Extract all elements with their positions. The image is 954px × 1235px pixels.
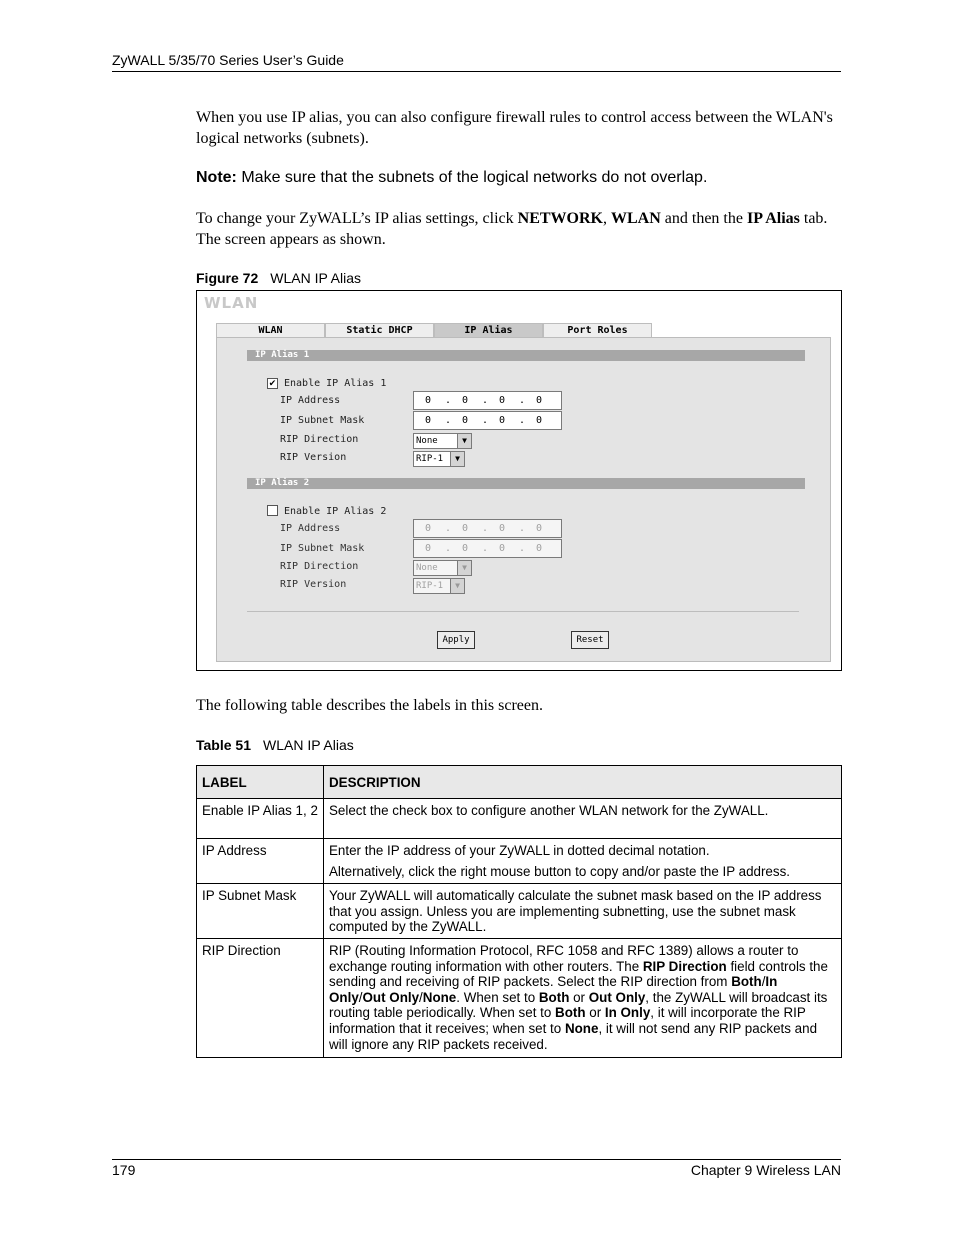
note-label: Note: [196, 169, 237, 186]
ip-dot: . [519, 523, 526, 534]
chevron-down-icon[interactable]: ▼ [457, 434, 471, 448]
ip-alias-1-ip-address-input[interactable] [413, 391, 562, 410]
instruction-text: To change your ZyWALL’s IP alias settings, click [196, 210, 518, 227]
desc-bold: None [564, 1020, 599, 1036]
desc-bold: In Only [604, 1005, 651, 1021]
panel-divider [247, 611, 799, 612]
desc-bold: Out Only [362, 989, 420, 1005]
ip-dot: . [445, 415, 452, 426]
selected-value: None [416, 563, 438, 573]
ip-octet: 0 [462, 395, 469, 406]
ip-dot: . [445, 523, 452, 534]
ip-dot: . [482, 395, 489, 406]
table-header-row [197, 766, 842, 799]
chevron-down-icon[interactable]: ▼ [450, 452, 464, 466]
chevron-down-icon[interactable]: ▼ [450, 579, 464, 593]
desc-text: , the ZyWALL will broadcast its routing table periodically. When set to [329, 989, 828, 1021]
header-rule [112, 71, 841, 72]
desc-text: , it will incorporate the RIP information that it receives; when set to [329, 1005, 806, 1036]
desc-bold: In Only [329, 974, 778, 1005]
tab-wlan[interactable]: WLAN [216, 323, 325, 337]
ip-octet: 0 [536, 523, 543, 534]
instruction-text: , [602, 210, 611, 227]
desc-bold: None [422, 989, 457, 1005]
desc-text: field controls the sending and receiving of RIP packets. Select the RIP direction from [329, 958, 828, 990]
table-intro: The following table describes the labels in this screen. [196, 697, 544, 714]
ip-dot: . [482, 415, 489, 426]
ip-dot: . [519, 395, 526, 406]
ip-octet: 0 [499, 523, 506, 534]
desc-text: RIP (Routing Information Protocol, RFC 1058 and RFC 1389) allows a router to exchange routing information with other routers. The [329, 943, 799, 974]
ip-subnet-mask-label: IP Subnet Mask [280, 415, 365, 426]
apply-button[interactable]: Apply [437, 631, 475, 649]
selected-value: None [416, 436, 438, 446]
row-description [324, 939, 842, 1058]
table-title: WLAN IP Alias [263, 737, 354, 753]
chapter-title: Chapter 9 Wireless LAN [690, 1162, 841, 1178]
table-row [197, 939, 842, 1058]
enable-ip-alias-1-checkbox[interactable] [267, 378, 278, 389]
ip-dot: . [482, 523, 489, 534]
tab-static-dhcp[interactable]: Static DHCP [325, 323, 434, 337]
rip-version-label: RIP Version [280, 579, 347, 590]
intro-paragraph: When you use IP alias, you can also configure firewall rules to control access between the WLAN's logical networks (subnets). [196, 109, 833, 147]
ip-alias-2-subnet-mask-input[interactable] [413, 539, 562, 558]
ip-address-label: IP Address [280, 395, 341, 406]
mask-octet: 0 [499, 415, 506, 426]
column-header-description: DESCRIPTION [324, 766, 842, 799]
rip-version-label: RIP Version [280, 452, 347, 463]
desc-text: . When set to [456, 989, 539, 1005]
instruction-text: tab. The screen appears as shown. [196, 210, 828, 248]
figure-title: WLAN IP Alias [270, 270, 362, 286]
ip-address-label: IP Address [280, 523, 341, 534]
mask-octet: 0 [462, 543, 469, 554]
section-ip-alias-1: IP Alias 1 [247, 350, 805, 361]
figure-screenshot [196, 290, 842, 671]
row-description: Your ZyWALL will automatically calculate the subnet mask based on the IP address that you assign. Unless you are implementing subnetting, use the subnet mask computed by the ZyWALL. [324, 884, 842, 939]
ip-dot: . [482, 543, 489, 554]
mask-octet: 0 [425, 543, 432, 554]
ip-octet: 0 [462, 523, 469, 534]
rip-direction-label: RIP Direction [280, 434, 359, 445]
ip-alias-2-ip-address-input[interactable] [413, 519, 562, 538]
ip-dot: . [519, 543, 526, 554]
row-label: IP Address [197, 839, 324, 884]
ip-dot: . [445, 395, 452, 406]
ip-alias-1-subnet-mask-input[interactable] [413, 411, 562, 430]
ip-dot: . [445, 543, 452, 554]
check-mark-icon: ✔ [268, 378, 277, 388]
row-label: RIP Direction [197, 939, 324, 1058]
selected-value: RIP-1 [416, 581, 444, 591]
mask-octet: 0 [499, 543, 506, 554]
ip-octet: 0 [499, 395, 506, 406]
note-text: Make sure that the subnets of the logical networks do not overlap. [236, 169, 708, 186]
enable-ip-alias-2-label: Enable IP Alias 2 [284, 506, 387, 517]
desc-bold: RIP Direction [642, 958, 727, 974]
table-row [197, 799, 842, 839]
row-label: Enable IP Alias 1, 2 [197, 799, 324, 839]
tab-ip-alias[interactable]: IP Alias [434, 323, 543, 337]
ip-alias-1-rip-version-select[interactable] [413, 451, 465, 467]
ip-alias-2-rip-direction-select[interactable] [413, 560, 472, 576]
note [196, 169, 707, 187]
chevron-down-icon[interactable]: ▼ [457, 561, 471, 575]
ip-alias-1-rip-direction-select[interactable] [413, 433, 472, 449]
enable-ip-alias-2-checkbox[interactable] [267, 505, 278, 516]
table-caption [196, 737, 354, 753]
mask-octet: 0 [536, 543, 543, 554]
description-line: Enter the IP address of your ZyWALL in dotted decimal notation. [329, 843, 710, 858]
desc-bold: Both [538, 989, 570, 1005]
figure-number: Figure 72 [196, 270, 259, 286]
row-label: IP Subnet Mask [197, 884, 324, 939]
enable-ip-alias-1-label: Enable IP Alias 1 [284, 378, 387, 389]
menu-ip-alias: IP Alias [746, 210, 800, 227]
desc-text: or [585, 1005, 605, 1021]
desc-bold: Out Only [588, 989, 646, 1005]
wlan-page-logo: WLAN [204, 294, 259, 312]
instruction-paragraph [196, 208, 844, 250]
description-line: Alternatively, click the right mouse button to copy and/or paste the IP address. [329, 863, 790, 879]
selected-value: RIP-1 [416, 454, 444, 464]
menu-wlan: WLAN [610, 210, 661, 227]
desc-text: , it will not send any RIP packets and will ignore any RIP packets received. [329, 1020, 818, 1052]
mask-octet: 0 [536, 415, 543, 426]
page-number: 179 [112, 1162, 136, 1178]
table-row [197, 884, 842, 939]
tab-port-roles[interactable]: Port Roles [543, 323, 652, 337]
desc-text: / [358, 989, 363, 1005]
ip-dot: . [519, 415, 526, 426]
table-row [197, 839, 842, 884]
ip-octet: 0 [425, 523, 432, 534]
row-description [324, 839, 842, 884]
reset-button[interactable]: Reset [571, 631, 609, 649]
row-description: Select the check box to configure another WLAN network for the ZyWALL. [324, 799, 842, 839]
running-header: ZyWALL 5/35/70 Series User’s Guide [112, 52, 344, 68]
instruction-text: and then the [660, 210, 747, 227]
description-table [196, 765, 842, 1058]
mask-octet: 0 [462, 415, 469, 426]
ip-alias-2-rip-version-select[interactable] [413, 578, 465, 594]
menu-network: NETWORK [517, 210, 603, 227]
desc-bold: Both [731, 974, 762, 990]
table-number: Table 51 [196, 737, 251, 753]
ip-subnet-mask-label: IP Subnet Mask [280, 543, 365, 554]
ip-octet: 0 [425, 395, 432, 406]
mask-octet: 0 [425, 415, 432, 426]
figure-caption [196, 270, 361, 286]
desc-text: or [569, 989, 589, 1005]
footer-rule [112, 1159, 841, 1160]
section-ip-alias-2: IP Alias 2 [247, 478, 805, 489]
column-header-label: LABEL [197, 766, 324, 799]
desc-text: / [761, 974, 766, 990]
desc-text: / [419, 989, 423, 1005]
rip-direction-label: RIP Direction [280, 561, 359, 572]
desc-bold: Both [555, 1005, 586, 1021]
ip-octet: 0 [536, 395, 543, 406]
ip-alias-panel [216, 337, 831, 662]
